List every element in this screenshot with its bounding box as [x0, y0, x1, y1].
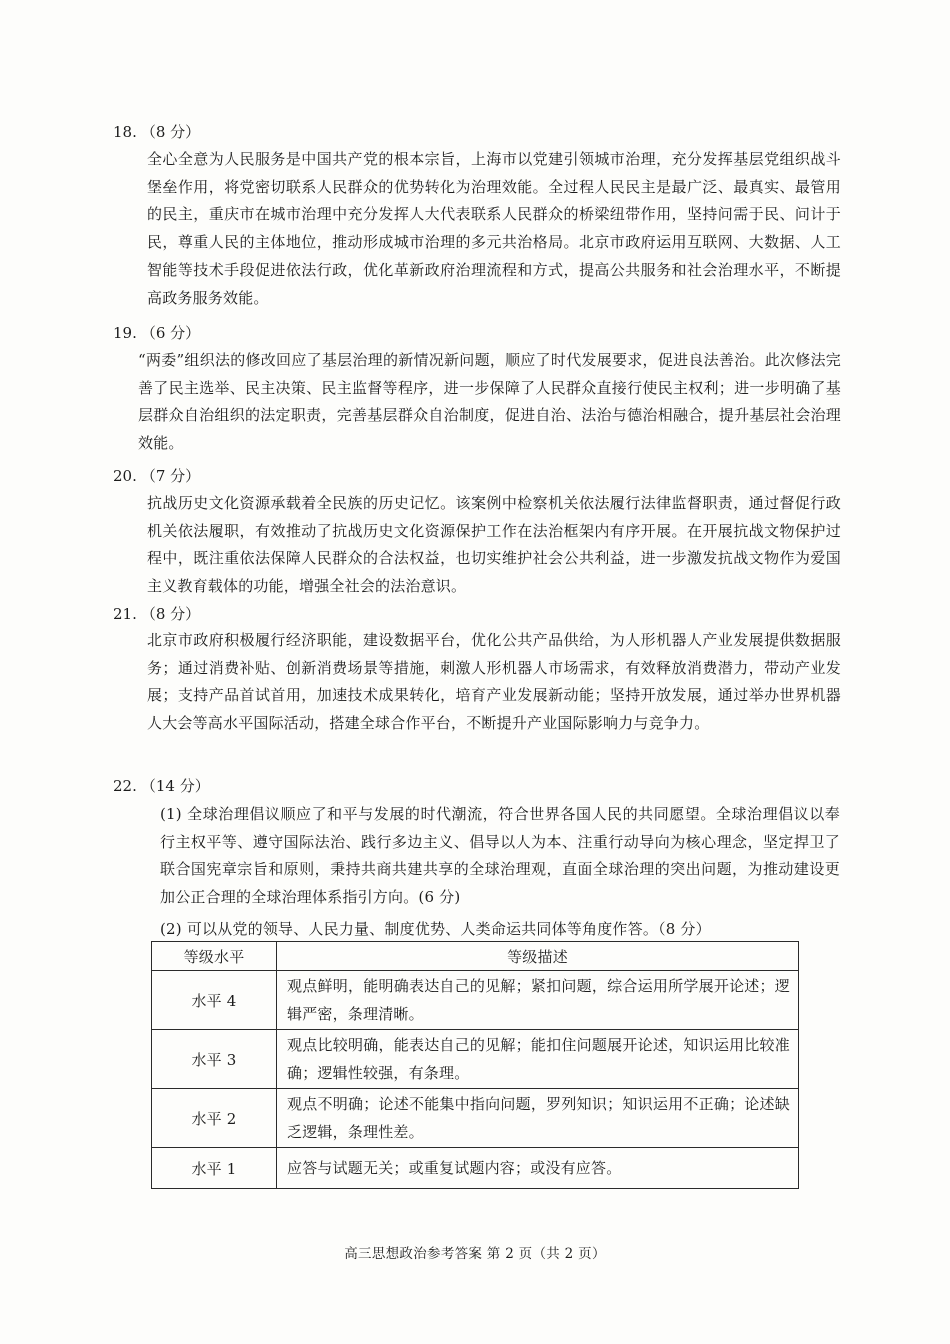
question-21-header [113, 604, 200, 624]
description-cell: 观点鲜明，能明确表达自己的见解；紧扣问题，综合运用所学展开论述；逻辑严密，条理清晰。 [277, 971, 799, 1030]
level-cell: 水平 1 [152, 1148, 277, 1189]
question-number: 18. [113, 123, 137, 141]
page-footer: 高三思想政治参考答案 第 2 页（共 2 页） [344, 1246, 606, 1262]
column-header-description: 等级描述 [277, 942, 799, 971]
question-number: 22. [113, 777, 137, 795]
question-20-answer: 抗战历史文化资源承载着全民族的历史记忆。该案例中检察机关依法履行法律监督职责，通过督促行政机关依法履职，有效推动了抗战历史文化资源保护工作在法治框架内有序开展。在开展抗战文物保护过程中，既注重依法保障人民群众的合法权益，也切实维护社会公共利益，进一步激发抗战文物作为爱国主义教育载体的功能，增强全社会的法治意识。 [147, 494, 841, 596]
table-header-row [152, 942, 799, 971]
question-number: 20. [113, 467, 137, 485]
question-19-header [113, 323, 200, 343]
question-points: （14 分） [140, 777, 210, 795]
question-points: （7 分） [140, 467, 201, 485]
question-21-answer: 北京市政府积极履行经济职能，建设数据平台，优化公共产品供给，为人形机器人产业发展提供数据服务；通过消费补贴、创新消费场景等措施，刺激人形机器人市场需求，有效释放消费潜力，带动产业发展；支持产品首试首用，加速技术成果转化，培育产业发展新动能；坚持开放发展，通过举办世界机器人大会等高水平国际活动，搭建全球合作平台，不断提升产业国际影响力与竞争力。 [147, 631, 841, 733]
description-cell: 应答与试题无关；或重复试题内容；或没有应答。 [277, 1148, 799, 1189]
question-22-part-1: (1) 全球治理倡议顺应了和平与发展的时代潮流，符合世界各国人民的共同愿望。全球治理倡议以奉行主权平等、遵守国际法治、践行多边主义、倡导以人为本、注重行动导向为核心理念，坚定捍卫了联合国宪章宗旨和原则，秉持共商共建共享的全球治理观，直面全球治理的突出问题，为推动建设更加公正合理的全球治理体系指引方向。(6 分) [160, 805, 840, 907]
grading-table [151, 941, 799, 1189]
description-cell: 观点不明确；论述不能集中指向问题，罗列知识；知识运用不正确；论述缺乏逻辑，条理性差。 [277, 1089, 799, 1148]
question-number: 21. [113, 605, 137, 623]
table-row [152, 971, 799, 1030]
question-number: 19. [113, 324, 137, 342]
question-20-header [113, 466, 200, 486]
description-cell: 观点比较明确，能表达自己的见解；能扣住问题展开论述，知识运用比较准确；逻辑性较强，有条理。 [277, 1030, 799, 1089]
level-cell: 水平 3 [152, 1030, 277, 1089]
table-row [152, 1089, 799, 1148]
question-22-header [113, 776, 210, 796]
level-cell: 水平 4 [152, 971, 277, 1030]
table-row [152, 1030, 799, 1089]
question-18-header [113, 122, 200, 142]
question-points: （6 分） [140, 324, 201, 342]
table-row [152, 1148, 799, 1189]
column-header-level: 等级水平 [152, 942, 277, 971]
question-22-part-2: (2) 可以从党的领导、人民力量、制度优势、人类命运共同体等角度作答。（8 分） [160, 920, 711, 938]
question-points: （8 分） [140, 605, 201, 623]
question-points: （8 分） [140, 123, 201, 141]
question-18-answer: 全心全意为人民服务是中国共产党的根本宗旨，上海市以党建引领城市治理，充分发挥基层党组织战斗堡垒作用，将党密切联系人民群众的优势转化为治理效能。全过程人民民主是最广泛、最真实、最管用的民主，重庆市在城市治理中充分发挥人大代表联系人民群众的桥梁纽带作用，坚持问需于民、问计于民，尊重人民的主体地位，推动形成城市治理的多元共治格局。北京市政府运用互联网、大数据、人工智能等技术手段促进依法行政，优化革新政府治理流程和方式，提高公共服务和社会治理水平，不断提高政务服务效能。 [147, 150, 841, 307]
question-19-answer: “两委”组织法的修改回应了基层治理的新情况新问题，顺应了时代发展要求，促进良法善治。此次修法完善了民主选举、民主决策、民主监督等程序，进一步保障了人民群众直接行使民主权利；进一步明确了基层群众自治组织的法定职责，完善基层群众自治制度，促进自治、法治与德治相融合，提升基层社会治理效能。 [138, 351, 841, 453]
level-cell: 水平 2 [152, 1089, 277, 1148]
